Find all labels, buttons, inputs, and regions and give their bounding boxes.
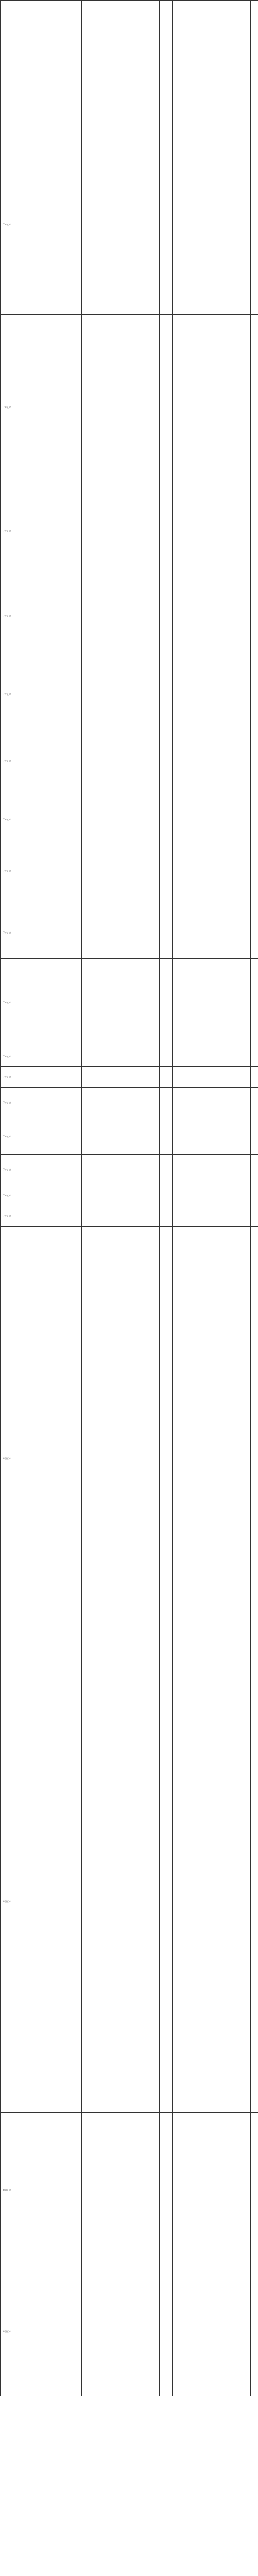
cell-dept — [147, 835, 160, 907]
cell-basis — [82, 134, 147, 315]
cell-item — [14, 804, 27, 835]
cell-basis — [82, 1227, 147, 1690]
cell-detail — [173, 1206, 251, 1227]
cell-result — [160, 1185, 173, 1206]
cell-item — [14, 1067, 27, 1088]
cell-no: 7 中山市 — [1, 907, 14, 959]
cell-content — [27, 1, 82, 134]
cell-result — [160, 1690, 173, 2113]
cell-detail — [173, 1, 251, 134]
cell-item — [14, 2267, 27, 2396]
table-row — [1, 1690, 258, 2113]
cell-detail — [173, 315, 251, 500]
cell-no — [1, 1, 14, 134]
cell-no: 7 中山市 — [1, 315, 14, 500]
cell-item — [14, 719, 27, 804]
cell-result — [160, 1046, 173, 1067]
cell-dept — [147, 1690, 160, 2113]
table-row — [1, 1067, 258, 1088]
cell-note — [251, 2267, 258, 2396]
cell-no: 7 中山市 — [1, 1088, 14, 1118]
cell-basis — [82, 1185, 147, 1206]
cell-result — [160, 907, 173, 959]
cell-dept — [147, 959, 160, 1046]
cell-no: 7 中山市 — [1, 1206, 14, 1227]
cell-note — [251, 1067, 258, 1088]
cell-note — [251, 562, 258, 670]
cell-result — [160, 1088, 173, 1118]
table-row — [1, 670, 258, 719]
cell-content — [27, 562, 82, 670]
cell-content — [27, 500, 82, 562]
cell-content — [27, 134, 82, 315]
table-row — [1, 315, 258, 500]
cell-content — [27, 1118, 82, 1155]
cell-content — [27, 2267, 82, 2396]
cell-result — [160, 835, 173, 907]
cell-detail — [173, 719, 251, 804]
cell-note — [251, 1206, 258, 1227]
cell-result — [160, 134, 173, 315]
cell-basis — [82, 719, 147, 804]
cell-dept — [147, 1088, 160, 1118]
table-row — [1, 959, 258, 1046]
cell-basis — [82, 959, 147, 1046]
cell-content — [27, 907, 82, 959]
table-row — [1, 562, 258, 670]
cell-no: 7 中山市 — [1, 1155, 14, 1185]
table-row — [1, 1206, 258, 1227]
cell-detail — [173, 134, 251, 315]
cell-no: 7 中山市 — [1, 719, 14, 804]
cell-content — [27, 315, 82, 500]
cell-content — [27, 959, 82, 1046]
cell-item — [14, 907, 27, 959]
cell-detail — [173, 1088, 251, 1118]
cell-basis — [82, 562, 147, 670]
cell-no: 7 中山市 — [1, 500, 14, 562]
cell-no: 8 江门市 — [1, 1690, 14, 2113]
cell-detail — [173, 2113, 251, 2267]
cell-content — [27, 1088, 82, 1118]
table-row — [1, 1046, 258, 1067]
table-row — [1, 1088, 258, 1118]
table-row — [1, 1185, 258, 1206]
cell-note — [251, 670, 258, 719]
cell-detail — [173, 1155, 251, 1185]
cell-content — [27, 719, 82, 804]
cell-dept — [147, 1046, 160, 1067]
cell-detail — [173, 500, 251, 562]
table-row — [1, 835, 258, 907]
cell-note — [251, 315, 258, 500]
table-row — [1, 1155, 258, 1185]
cell-result — [160, 1067, 173, 1088]
cell-basis — [82, 500, 147, 562]
cell-basis — [82, 1155, 147, 1185]
cell-dept — [147, 1, 160, 134]
table-row — [1, 2267, 258, 2396]
cell-item — [14, 1, 27, 134]
cell-no: 7 中山市 — [1, 1118, 14, 1155]
cell-basis — [82, 1118, 147, 1155]
cell-dept — [147, 562, 160, 670]
cell-content — [27, 1067, 82, 1088]
cell-basis — [82, 1046, 147, 1067]
cell-no: 7 中山市 — [1, 670, 14, 719]
cell-basis — [82, 2113, 147, 2267]
cell-dept — [147, 670, 160, 719]
cell-dept — [147, 134, 160, 315]
cell-result — [160, 959, 173, 1046]
cell-basis — [82, 1088, 147, 1118]
cell-item — [14, 562, 27, 670]
cell-note — [251, 1, 258, 134]
table-row — [1, 2113, 258, 2267]
cell-item — [14, 1690, 27, 2113]
cell-item — [14, 1206, 27, 1227]
cell-detail — [173, 804, 251, 835]
cell-result — [160, 2113, 173, 2267]
cell-detail — [173, 1118, 251, 1155]
cell-dept — [147, 1227, 160, 1690]
table-row — [1, 1118, 258, 1155]
cell-dept — [147, 1185, 160, 1206]
cell-no: 7 中山市 — [1, 1067, 14, 1088]
cell-dept — [147, 1206, 160, 1227]
cell-result — [160, 1118, 173, 1155]
cell-no: 8 江门市 — [1, 1227, 14, 1690]
cell-detail — [173, 670, 251, 719]
cell-basis — [82, 804, 147, 835]
cell-dept — [147, 804, 160, 835]
cell-note — [251, 1118, 258, 1155]
cell-detail — [173, 2267, 251, 2396]
cell-no: 7 中山市 — [1, 804, 14, 835]
cell-dept — [147, 2267, 160, 2396]
cell-item — [14, 1088, 27, 1118]
cell-item — [14, 1118, 27, 1155]
cell-item — [14, 1227, 27, 1690]
cell-detail — [173, 1690, 251, 2113]
cell-detail — [173, 1185, 251, 1206]
cell-note — [251, 1690, 258, 2113]
cell-basis — [82, 835, 147, 907]
cell-note — [251, 959, 258, 1046]
cell-basis — [82, 2267, 147, 2396]
cell-dept — [147, 2113, 160, 2267]
cell-no: 8 江门市 — [1, 2267, 14, 2396]
cell-basis — [82, 1, 147, 134]
cell-result — [160, 2267, 173, 2396]
table-row — [1, 134, 258, 315]
cell-item — [14, 500, 27, 562]
cell-dept — [147, 1155, 160, 1185]
cell-item — [14, 134, 27, 315]
cell-content — [27, 1046, 82, 1067]
cell-detail — [173, 959, 251, 1046]
cell-content — [27, 2113, 82, 2267]
cell-content — [27, 1155, 82, 1185]
cell-content — [27, 1227, 82, 1690]
cell-dept — [147, 500, 160, 562]
cell-dept — [147, 1067, 160, 1088]
cell-note — [251, 835, 258, 907]
cell-result — [160, 719, 173, 804]
cell-content — [27, 670, 82, 719]
cell-item — [14, 835, 27, 907]
cell-detail — [173, 835, 251, 907]
cell-no: 7 中山市 — [1, 562, 14, 670]
cell-no: 7 中山市 — [1, 1185, 14, 1206]
cell-result — [160, 1155, 173, 1185]
cell-result — [160, 804, 173, 835]
cell-note — [251, 1155, 258, 1185]
cell-no: 8 江门市 — [1, 2113, 14, 2267]
cell-dept — [147, 1118, 160, 1155]
cell-detail — [173, 562, 251, 670]
cell-result — [160, 1206, 173, 1227]
cell-content — [27, 835, 82, 907]
cell-note — [251, 804, 258, 835]
cell-result — [160, 1227, 173, 1690]
table-row — [1, 719, 258, 804]
cell-basis — [82, 1690, 147, 2113]
cell-note — [251, 1185, 258, 1206]
table-row — [1, 907, 258, 959]
cell-detail — [173, 1067, 251, 1088]
cell-note — [251, 907, 258, 959]
table-row — [1, 500, 258, 562]
cell-result — [160, 562, 173, 670]
cell-item — [14, 1046, 27, 1067]
cell-result — [160, 670, 173, 719]
cell-basis — [82, 1067, 147, 1088]
cell-item — [14, 959, 27, 1046]
cell-dept — [147, 315, 160, 500]
cell-basis — [82, 670, 147, 719]
cell-basis — [82, 315, 147, 500]
cell-content — [27, 804, 82, 835]
cell-content — [27, 1206, 82, 1227]
cell-content — [27, 1690, 82, 2113]
cell-note — [251, 1088, 258, 1118]
cell-note — [251, 134, 258, 315]
cell-item — [14, 2113, 27, 2267]
cell-item — [14, 315, 27, 500]
cell-dept — [147, 719, 160, 804]
cell-result — [160, 1, 173, 134]
table-row — [1, 1227, 258, 1690]
cell-detail — [173, 907, 251, 959]
table-row — [1, 1, 258, 134]
cell-note — [251, 719, 258, 804]
cell-result — [160, 315, 173, 500]
cell-note — [251, 1046, 258, 1067]
cell-item — [14, 1155, 27, 1185]
cell-item — [14, 1185, 27, 1206]
cell-detail — [173, 1227, 251, 1690]
cell-content — [27, 1185, 82, 1206]
cell-no: 7 中山市 — [1, 134, 14, 315]
table-row — [1, 804, 258, 835]
cell-no: 7 中山市 — [1, 959, 14, 1046]
cell-basis — [82, 1206, 147, 1227]
cell-note — [251, 2113, 258, 2267]
cell-no: 7 中山市 — [1, 1046, 14, 1067]
cell-item — [14, 670, 27, 719]
cell-basis — [82, 907, 147, 959]
cell-no: 7 中山市 — [1, 835, 14, 907]
cell-note — [251, 1227, 258, 1690]
cell-note — [251, 500, 258, 562]
cell-detail — [173, 1046, 251, 1067]
cell-dept — [147, 907, 160, 959]
cell-result — [160, 500, 173, 562]
